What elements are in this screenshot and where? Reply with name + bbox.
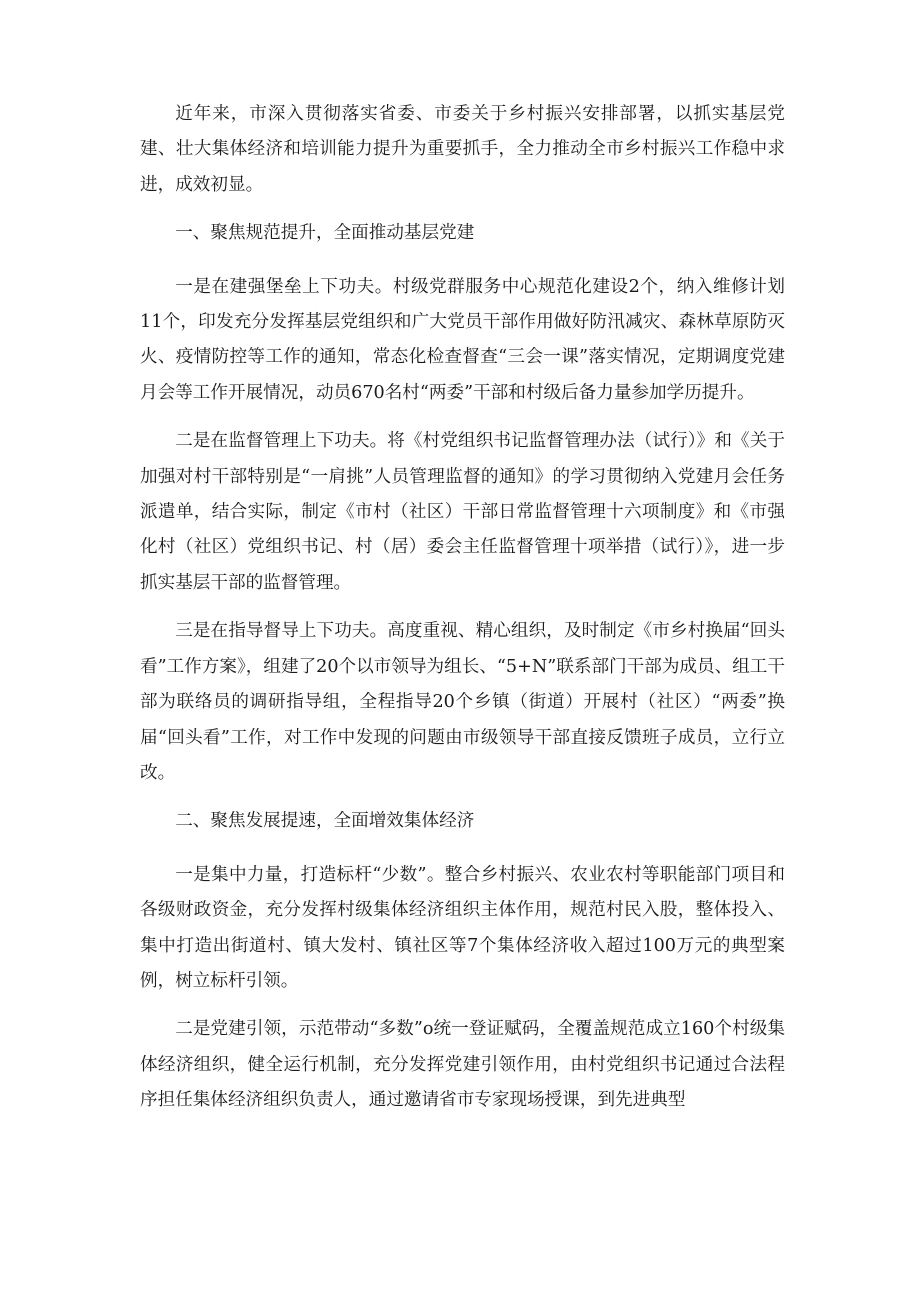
- paragraph-guidance-supervision: 三是在指导督导上下功夫。高度重视、精心组织，及时制定《市乡村换届“回头看”工作方案》，组建了20个以市领导为组长、“5+N”联系部门干部为成员、组工干部为联络员的调研指导组，全程指导20个乡镇（街道）开展村（社区）“两委”换届“回头看”工作，对工作中发现的问题由市级领导干部直接反馈班子成员，立行立改。: [140, 621, 785, 783]
- paragraph-supervision-management: 二是在监督管理上下功夫。将《村党组织书记监督管理办法（试行）》和《关于加强对村干部特别是“一肩挑”人员管理监督的通知》的学习贯彻纳入党建月会任务派遣单，结合实际，制定《市村（社区）干部日常监督管理十六项制度》和《市强化村（社区）党组织书记、村（居）委会主任监督管理十项举措（试行）》，进一步抓实基层干部的监督管理。: [140, 431, 785, 593]
- section-heading-collective-economy: 二、聚焦发展提速，全面增效集体经济: [175, 811, 475, 832]
- intro-paragraph: 近年来，市深入贯彻落实省委、市委关于乡村振兴安排部署，以抓实基层党建、壮大集体经济和培训能力提升为重要抓手，全力推动全市乡村振兴工作稳中求进，成效初显。: [140, 104, 785, 195]
- paragraph-party-leadership-majority: 二是党建引领，示范带动“多数”o统一登证赋码，全覆盖规范成立160个村级集体经济组织，健全运行机制，充分发挥党建引领作用，由村党组织书记通过合法程序担任集体经济组织负责人，通过邀请省市专家现场授课，到先进典型: [140, 1019, 785, 1111]
- paragraph-strengthen-fortress: 一是在建强堡垒上下功夫。村级党群服务中心规范化建设2个，纳入维修计划11个，印发充分发挥基层党组织和广大党员干部作用做好防汛减灾、森林草原防灭火、疫情防控等工作的通知，常态化检查督查“三会一课”落实情况，定期调度党建月会等工作开展情况，动员670名村“两委”干部和村级后备力量参加学历提升。: [140, 276, 785, 403]
- paragraph-benchmark-minority: 一是集中力量，打造标杆“少数”。整合乡村振兴、农业农村等职能部门项目和各级财政资金，充分发挥村级集体经济组织主体作用，规范村民入股，整体投入、集中打造出街道村、镇大发村、镇社区等7个集体经济收入超过100万元的典型案例，树立标杆引领。: [140, 864, 785, 991]
- section-heading-party-building: 一、聚焦规范提升，全面推动基层党建: [175, 223, 475, 244]
- document-body: [140, 97, 785, 1132]
